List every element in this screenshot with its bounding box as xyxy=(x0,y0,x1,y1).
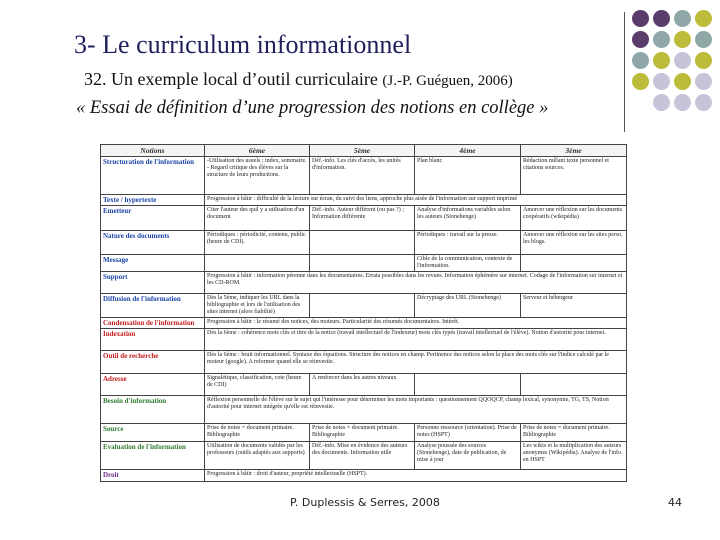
subtitle-text: 32. Un exemple local d’outil curriculaire xyxy=(84,69,378,89)
level-cell-c4 xyxy=(415,374,521,396)
level-cell-c5: A renforcer dans les autres niveaux xyxy=(310,374,415,396)
table-body xyxy=(101,157,627,482)
notion-cell: Emetteur xyxy=(101,206,205,231)
decor-dot xyxy=(674,10,691,27)
decor-dot xyxy=(695,31,712,48)
table-row xyxy=(101,470,627,482)
table-header-row xyxy=(101,145,627,157)
slide-subtitle xyxy=(84,69,513,90)
level-cell-c5: Déf.-info. Auteur différent (ou pas ?) ; Information différente xyxy=(310,206,415,231)
header-notions: Notions xyxy=(101,145,205,157)
progression-cell: Progression à bâtir : droit d'auteur, propriété intellectuelle (HSPT). xyxy=(205,470,627,482)
level-cell-c4: Plan blanc xyxy=(415,157,521,195)
table-row xyxy=(101,157,627,195)
decor-dot xyxy=(632,10,649,27)
level-cell-c6 xyxy=(205,255,310,272)
progression-cell: Progression à bâtir : difficulté de la lecture sur écran, du suivi des liens, approche plus aisée de l'information sur support imprimé xyxy=(205,195,627,206)
decor-dot xyxy=(695,73,712,90)
level-cell-c6: Citer l'auteur des quil y a utilisation d'un document xyxy=(205,206,310,231)
notion-cell: Adresse xyxy=(101,374,205,396)
level-cell-c5: Déf.-info. Les clés d'accès, les unités d'information. xyxy=(310,157,415,195)
slide-title: 3- Le curriculum informationnel xyxy=(74,30,412,59)
level-cell-c4: Analyse poussée des sources (Stonehenge), date de publication, de mise à jour xyxy=(415,442,521,470)
decor-dot xyxy=(674,73,691,90)
header-3eme: 3ème xyxy=(521,145,627,157)
notion-cell: Besoin d'information xyxy=(101,396,205,424)
table-row xyxy=(101,231,627,255)
level-cell-c5 xyxy=(310,255,415,272)
curriculum-table xyxy=(100,144,627,482)
level-cell-c3 xyxy=(521,374,627,396)
decor-dot xyxy=(695,10,712,27)
level-cell-c3: Rédaction mêlant texte personnel et citations sources. xyxy=(521,157,627,195)
level-cell-c5: Prise de notes = document primaire. Bibliographie xyxy=(310,424,415,442)
level-cell-c3: Serveur et hébergeur xyxy=(521,294,627,318)
decor-dot xyxy=(674,31,691,48)
level-cell-c3 xyxy=(521,255,627,272)
slide-subtitle-italic: « Essai de définition d’une progression des notions en collège » xyxy=(76,98,549,118)
level-cell-c4: Périodiques : travail sur la presse. xyxy=(415,231,521,255)
progression-cell: Dès la 6ème : cohérence mots clés et titre de la notice (travail intellectuel de l'indexeur) mots clés typés (travail intellectuel de l'élève). Notion d'autorité pour internet. xyxy=(205,329,627,351)
level-cell-c4: Cible de la communication, contexte de l'information. xyxy=(415,255,521,272)
level-cell-c5 xyxy=(310,231,415,255)
table-row xyxy=(101,195,627,206)
table-row xyxy=(101,396,627,424)
progression-cell: Réflexion personnelle de l'élève sur le sujet qui l'intéresse pour déterminer les mots importants : questionnement QQOQCP, champ lexical, synonymie, TG, TS, Notion d'autorité pour internet intégrée qu'elle est réinvestie. xyxy=(205,396,627,424)
level-cell-c3: Prise de notes = document primaire. Bibliographie xyxy=(521,424,627,442)
table-row xyxy=(101,272,627,294)
notion-cell: Indexation xyxy=(101,329,205,351)
notion-cell: Structuration de l'information xyxy=(101,157,205,195)
subtitle-source: (J.-P. Guéguen, 2006) xyxy=(382,73,513,89)
level-cell-c3: Amorcer une réflexion sur les sites perso, les blogs. xyxy=(521,231,627,255)
progression-cell: Progression à bâtir : information pérenne dans les documentaires. Errata possibles dans les revues. Information éphémère sur internet. Codage de l'information sur internet et les CD-ROM. xyxy=(205,272,627,294)
notion-cell: Source xyxy=(101,424,205,442)
decor-dot xyxy=(695,94,712,111)
slide-footer: P. Duplessis & Serres, 2008 xyxy=(290,496,440,509)
decor-dot xyxy=(632,52,649,69)
level-cell-c6: Dès la 5ème, indiquer les URL dans la bibliographie et lors de l'utilisation des sites internet (alors fiabilité) xyxy=(205,294,310,318)
level-cell-c3: Les wikis et la multiplication des auteurs anonymes (Wikipédia). Analyse de l'info. en HSPT xyxy=(521,442,627,470)
notion-cell: Evaluation de l'information xyxy=(101,442,205,470)
level-cell-c4: Analyse d'informations variables selon les auteurs (Stonehenge) xyxy=(415,206,521,231)
decor-dot xyxy=(674,52,691,69)
level-cell-c6: Utilisation de documents validés par les professeurs (outils adaptés aux supports) xyxy=(205,442,310,470)
header-4eme: 4ème xyxy=(415,145,521,157)
level-cell-c6: Prise de notes = document primaire. Bibliographie xyxy=(205,424,310,442)
table-row xyxy=(101,255,627,272)
divider-line xyxy=(624,12,625,132)
decor-dot xyxy=(653,52,670,69)
table-row xyxy=(101,442,627,470)
decor-dot xyxy=(653,73,670,90)
level-cell-c5: Déf.-info. Mise en évidence des auteurs des documents. Information utile xyxy=(310,442,415,470)
notion-cell: Message xyxy=(101,255,205,272)
level-cell-c6: Périodiques : périodicité, contenu, public (heure de CDI). xyxy=(205,231,310,255)
decor-dot xyxy=(653,94,670,111)
notion-cell: Outil de recherche xyxy=(101,351,205,374)
progression-cell: Dès la 6ème : bruit informationnel. Syntaxe des équations. Structure des notices en champ. Pertinence des notices selon la place des mots clés sur l'indice calculé par le moteur (google). A reformer quand elle se réinvestie. xyxy=(205,351,627,374)
notion-cell: Diffusion de l'information xyxy=(101,294,205,318)
level-cell-c4: Décryptage des URL (Stonehenge) xyxy=(415,294,521,318)
progression-cell: Progression à bâtir : le résumé des notices, des moteurs. Particularité des résumés documentaires. Intérêt. xyxy=(205,318,627,329)
notion-cell: Condensation de l'information xyxy=(101,318,205,329)
notion-cell: Support xyxy=(101,272,205,294)
table-row xyxy=(101,318,627,329)
table-row xyxy=(101,206,627,231)
level-cell-c5 xyxy=(310,294,415,318)
notion-cell: Nature des documents xyxy=(101,231,205,255)
table-row xyxy=(101,329,627,351)
decor-dot xyxy=(653,31,670,48)
level-cell-c4: Personne ressource (orientation). Prise de notes (HSPT) xyxy=(415,424,521,442)
decor-dot xyxy=(632,73,649,90)
table-row xyxy=(101,424,627,442)
decor-dot xyxy=(674,94,691,111)
notion-cell: Texte / hypertexte xyxy=(101,195,205,206)
table-row xyxy=(101,294,627,318)
level-cell-c6: Signalétique, classification, cote (heure de CDI) xyxy=(205,374,310,396)
table-row xyxy=(101,374,627,396)
table-row xyxy=(101,351,627,374)
header-5eme: 5ème xyxy=(310,145,415,157)
page-number: 44 xyxy=(668,496,682,509)
notion-cell: Droit xyxy=(101,470,205,482)
decor-dot xyxy=(653,10,670,27)
header-6eme: 6ème xyxy=(205,145,310,157)
decor-dot xyxy=(632,31,649,48)
level-cell-c3: Amorcer une réflexion sur les documents coopératifs (wikipédia) xyxy=(521,206,627,231)
decor-dot xyxy=(695,52,712,69)
level-cell-c6: -Utilisation des usuels ; index, sommaire. - Regard critique des élèves sur la structure de leurs productions. xyxy=(205,157,310,195)
